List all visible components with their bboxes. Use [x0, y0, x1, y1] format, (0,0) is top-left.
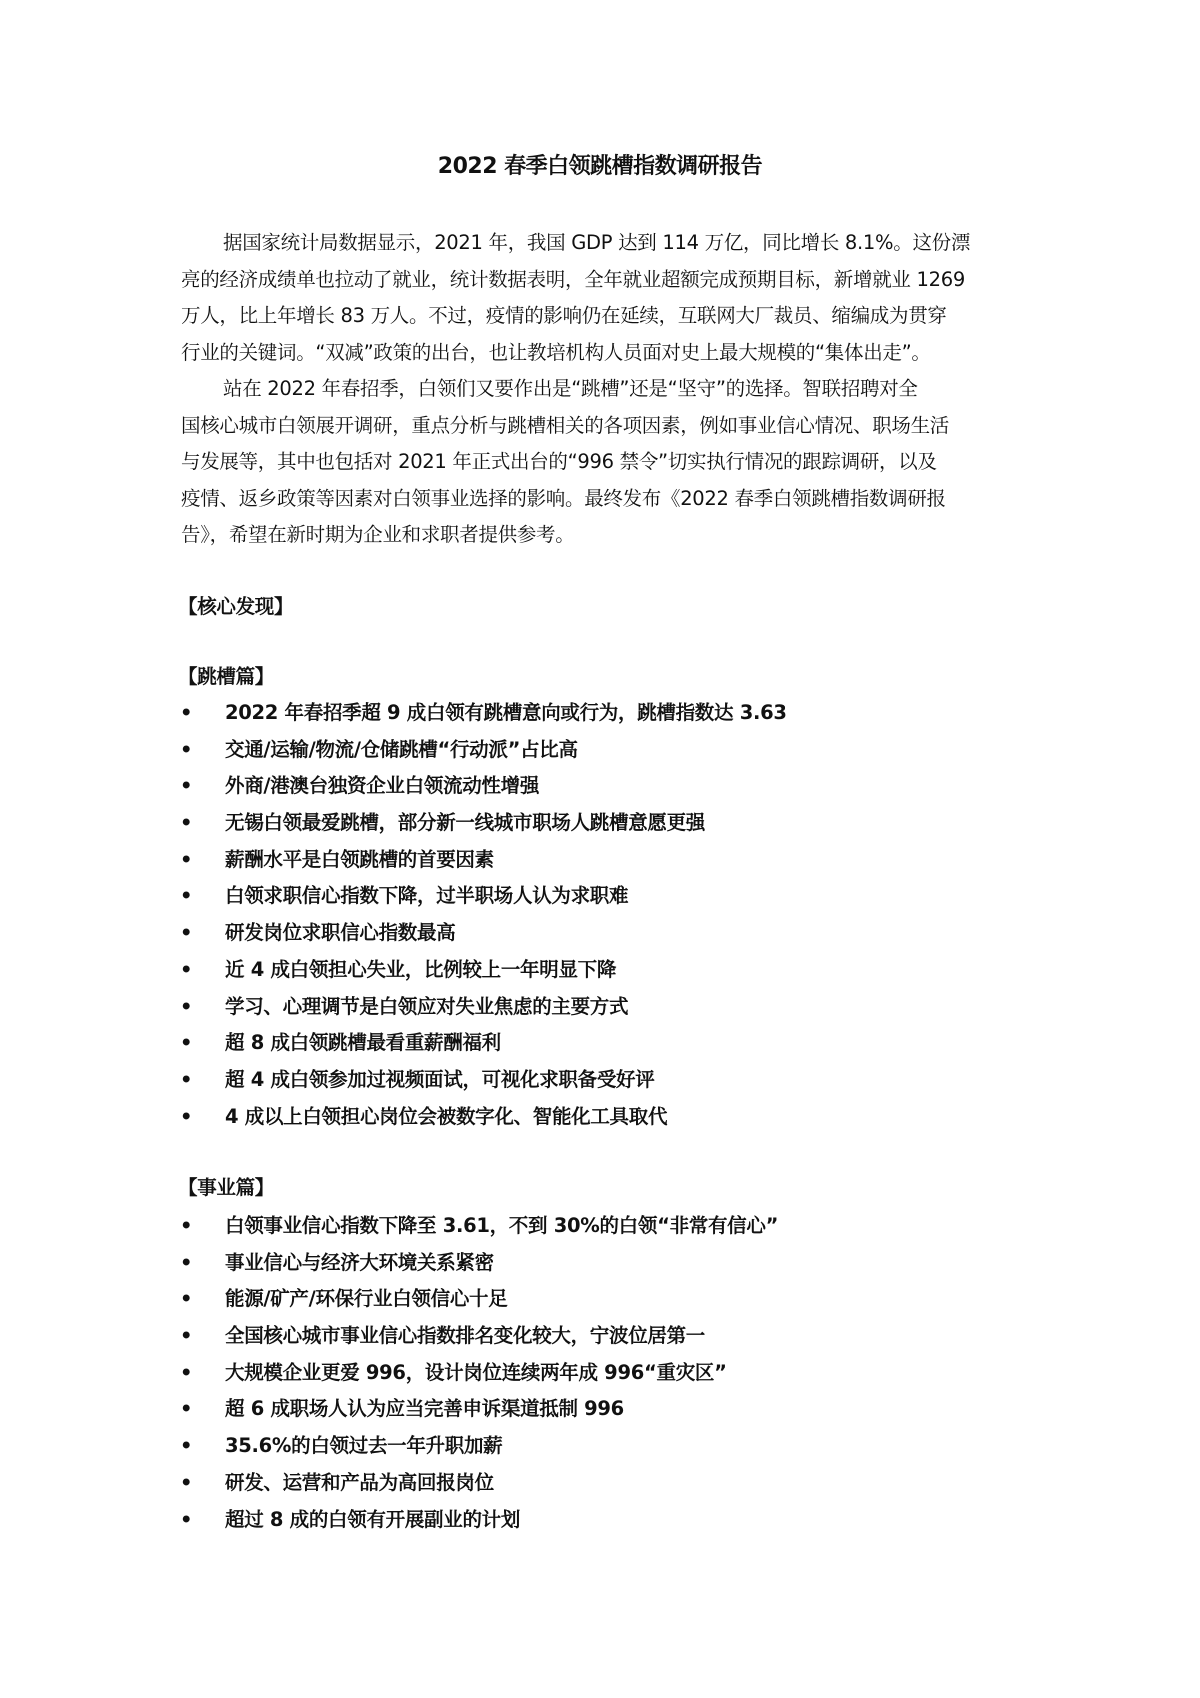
paragraph-line: 行业的关键词。“双减”政策的出台，也让教培机构人员面对史上最大规模的“集体出走”。	[181, 340, 931, 364]
paragraph-line: 站在 2022 年春招季，白领们又要作出是“跳槽”还是“坚守”的选择。智联招聘对全	[223, 377, 918, 400]
list-item: • 白领求职信心指数下降，过半职场人认为求职难	[0, 878, 1200, 915]
paragraph-line: 告》，希望在新时期为企业和求职者提供参考。	[181, 523, 575, 547]
paragraph-line: 万人，比上年增长 83 万人。不过，疫情的影响仍在延续，互联网大厂裁员、缩编成为贯穿	[181, 304, 947, 328]
bullet-icon: •	[180, 847, 193, 871]
bullet-icon: •	[180, 1507, 193, 1531]
bullet-icon: •	[180, 1434, 193, 1458]
list-item: • 白领事业信心指数下降至 3.61，不到 30%的白领“非常有信心”	[0, 1208, 1200, 1245]
intro-paragraph-2	[181, 371, 1023, 554]
document-title: 2022 春季白领跳槽指数调研报告	[437, 154, 763, 179]
list-item: • 外商/港澳台独资企业白领流动性增强	[0, 768, 1200, 805]
bullet-icon: •	[180, 1470, 193, 1494]
list-item: • 超过 8 成的白领有开展副业的计划	[0, 1502, 1200, 1539]
list-item: • 超 6 成职场人认为应当完善申诉渠道抵制 996	[0, 1391, 1200, 1428]
bullet-icon: •	[180, 774, 193, 798]
list-item: • 事业信心与经济大环境关系紧密	[0, 1245, 1200, 1282]
bullet-icon: •	[180, 921, 193, 945]
bullet-icon: •	[180, 701, 193, 724]
list-item: • 近 4 成白领担心失业，比例较上一年明显下降	[0, 952, 1200, 989]
bullet-icon: •	[180, 811, 193, 835]
paragraph-line: 与发展等，其中也包括对 2021 年正式出台的“996 禁令”切实执行情况的跟踪调研，以及	[181, 450, 937, 474]
bullet-icon: •	[180, 1031, 193, 1055]
list-item: • 大规模企业更爱 996，设计岗位连续两年成 996“重灾区”	[0, 1355, 1200, 1392]
list-item: • 无锡白领最爱跳槽，部分新一线城市职场人跳槽意愿更强	[0, 805, 1200, 842]
list-item: • 研发岗位求职信心指数最高	[0, 915, 1200, 952]
list-item: • 超 8 成白领跳槽最看重薪酬福利	[0, 1025, 1200, 1062]
bullet-icon: •	[180, 1360, 193, 1384]
bullet-icon: •	[180, 994, 193, 1018]
paragraph-line: 亮的经济成绩单也拉动了就业，统计数据表明，全年就业超额完成预期目标，新增就业 1269	[181, 267, 965, 291]
bullet-icon: •	[180, 1397, 193, 1421]
job-hopping-section-heading: 【跳槽篇】	[178, 665, 275, 688]
bullet-icon: •	[180, 884, 193, 908]
list-item: • 薪酬水平是白领跳槽的首要因素	[0, 842, 1200, 879]
career-findings-list	[0, 1208, 1200, 1538]
bullet-icon: •	[180, 957, 193, 981]
paragraph-line: 疫情、返乡政策等因素对白领事业选择的影响。最终发布《2022 春季白领跳槽指数调研报	[181, 486, 946, 510]
career-section-heading: 【事业篇】	[178, 1176, 275, 1199]
list-item: • 2022 年春招季超 9 成白领有跳槽意向或行为，跳槽指数达 3.63	[0, 695, 1200, 732]
paragraph-line: 国核心城市白领展开调研，重点分析与跳槽相关的各项因素，例如事业信心情况、职场生活	[181, 413, 950, 437]
bullet-icon: •	[180, 1324, 193, 1348]
bullet-icon: •	[180, 1287, 193, 1311]
paragraph-line: 据国家统计局数据显示，2021 年，我国 GDP 达到 114 万亿，同比增长 8.1%。这份漂	[223, 231, 971, 254]
list-item: • 4 成以上白领担心岗位会被数字化、智能化工具取代	[0, 1099, 1200, 1136]
job-hopping-findings-list	[0, 695, 1200, 1135]
bullet-icon: •	[180, 1250, 193, 1274]
list-item: • 能源/矿产/环保行业白领信心十足	[0, 1281, 1200, 1318]
list-item: • 超 4 成白领参加过视频面试，可视化求职备受好评	[0, 1062, 1200, 1099]
intro-paragraph-1	[181, 225, 1023, 371]
core-findings-heading: 【核心发现】	[178, 595, 294, 618]
list-item: • 35.6%的白领过去一年升职加薪	[0, 1428, 1200, 1465]
list-item: • 全国核心城市事业信心指数排名变化较大，宁波位居第一	[0, 1318, 1200, 1355]
bullet-icon: •	[180, 1067, 193, 1091]
list-item: • 交通/运输/物流/仓储跳槽“行动派”占比高	[0, 732, 1200, 769]
bullet-icon: •	[180, 737, 193, 761]
list-item: • 学习、心理调节是白领应对失业焦虑的主要方式	[0, 989, 1200, 1026]
bullet-icon: •	[180, 1104, 193, 1128]
bullet-icon: •	[180, 1214, 193, 1237]
list-item: • 研发、运营和产品为高回报岗位	[0, 1465, 1200, 1502]
